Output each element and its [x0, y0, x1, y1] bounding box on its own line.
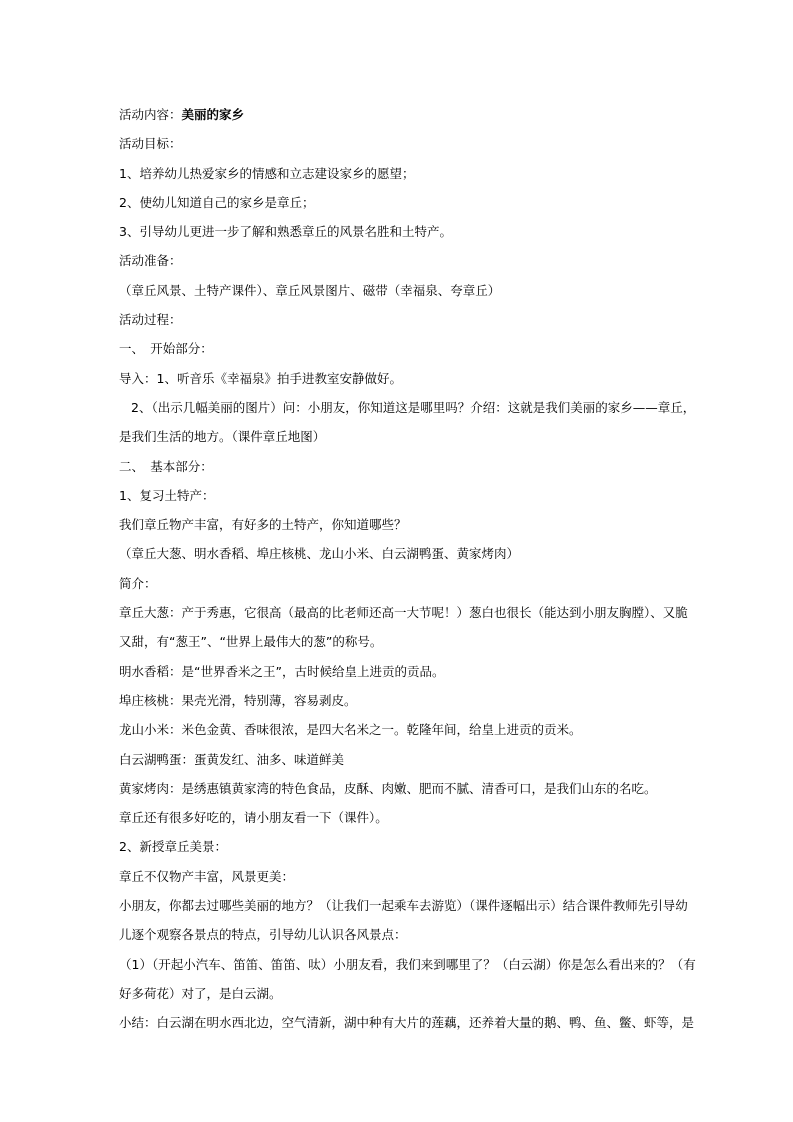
scenery-step-1: （1）（开起小汽车、笛笛、笛笛、呔）小朋友看，我们来到哪里了？（白云湖）你是怎么看出来的？（有 [119, 956, 696, 972]
goal-item-3: 3、引导幼儿更进一步了解和熟悉章丘的风景名胜和土特产。 [119, 224, 452, 240]
walnut-text: 埠庄核桃：果壳光滑，特别薄，容易剥皮。 [119, 692, 357, 708]
specialties-list: （章丘大葱、明水香稻、埠庄核桃、龙山小米、白云湖鸭蛋、黄家烤肉） [119, 546, 520, 562]
intro-heading: 简介： [119, 575, 157, 591]
scenery-heading: 2、新授章丘美景： [119, 839, 227, 855]
goal-item-2: 2、使幼儿知道自己的家乡是章丘； [119, 194, 315, 210]
preparation-text: （章丘风景、土特产课件）、章丘风景图片、磁带（幸福泉、夸章丘） [119, 282, 501, 298]
review-specialties-heading: 1、复习土特产： [119, 487, 215, 503]
millet-text: 龙山小米：米色金黄、香味很浓，是四大名米之一。乾隆年间，给皇上进贡的贡米。 [119, 722, 582, 738]
roast-meat-text: 黄家烤肉：是绣惠镇黄家湾的特色食品，皮酥、肉嫩、肥而不腻、清香可口，是我们山东的名吃。 [119, 780, 657, 796]
process-heading: 活动过程： [119, 312, 182, 328]
rice-text: 明水香稻：是“世界香米之王”，古时候给皇上进贡的贡品。 [119, 663, 445, 679]
preparation-heading: 活动准备： [119, 253, 182, 269]
more-food-text: 章丘还有很多好吃的，请小朋友看一下（课件）。 [119, 810, 388, 826]
scallion-text-cont: 又甜，有“葱王”、“世界上最伟大的葱”的称号。 [119, 634, 383, 650]
activity-title-label: 活动内容： [119, 107, 182, 122]
section-2-heading: 二、 基本部分： [119, 458, 213, 474]
intro-step-1: 导入：1、听音乐《幸福泉》拍手进教室安静做好。 [119, 370, 402, 386]
document-body [119, 100, 696, 1038]
activity-title-value: 美丽的家乡 [181, 107, 245, 122]
goal-item-1: 1、培养幼儿热爱家乡的情感和立志建设家乡的愿望； [119, 165, 415, 181]
activity-title-line [119, 100, 679, 129]
intro-step-2: 2、（出示几幅美丽的图片）问：小朋友，你知道这是哪里吗？介绍：这就是我们美丽的家乡——章丘， [131, 399, 696, 415]
scenery-question-cont: 儿逐个观察各景点的特点，引导幼儿认识各风景点： [119, 927, 407, 943]
specialties-question: 我们章丘物产丰富，有好多的土特产，你知道哪些？ [119, 517, 407, 533]
summary-text: 小结：白云湖在明水西北边，空气清新，湖中种有大片的莲藕，还养着大量的鹅、鸭、鱼、鳖、虾等，是 [119, 1015, 695, 1031]
goals-heading: 活动目标： [119, 136, 182, 152]
scenery-question: 小朋友，你都去过哪些美丽的地方？（让我们一起乘车去游览）（课件逐幅出示）结合课件教师先引导幼 [119, 898, 688, 914]
section-1-heading: 一、 开始部分： [119, 341, 213, 357]
scenery-intro: 章丘不仅物产丰富，风景更美： [119, 868, 295, 884]
scenery-step-1-cont: 好多荷花）对了，是白云湖。 [119, 985, 282, 1001]
intro-step-2-cont: 是我们生活的地方。（课件章丘地图） [119, 429, 326, 445]
duck-egg-text: 白云湖鸭蛋：蛋黄发红、油多、味道鲜美 [119, 751, 345, 767]
scallion-text: 章丘大葱：产于秀惠，它很高（最高的比老师还高一大节呢！）葱白也很长（能达到小朋友胸膛）、又脆 [119, 605, 688, 621]
